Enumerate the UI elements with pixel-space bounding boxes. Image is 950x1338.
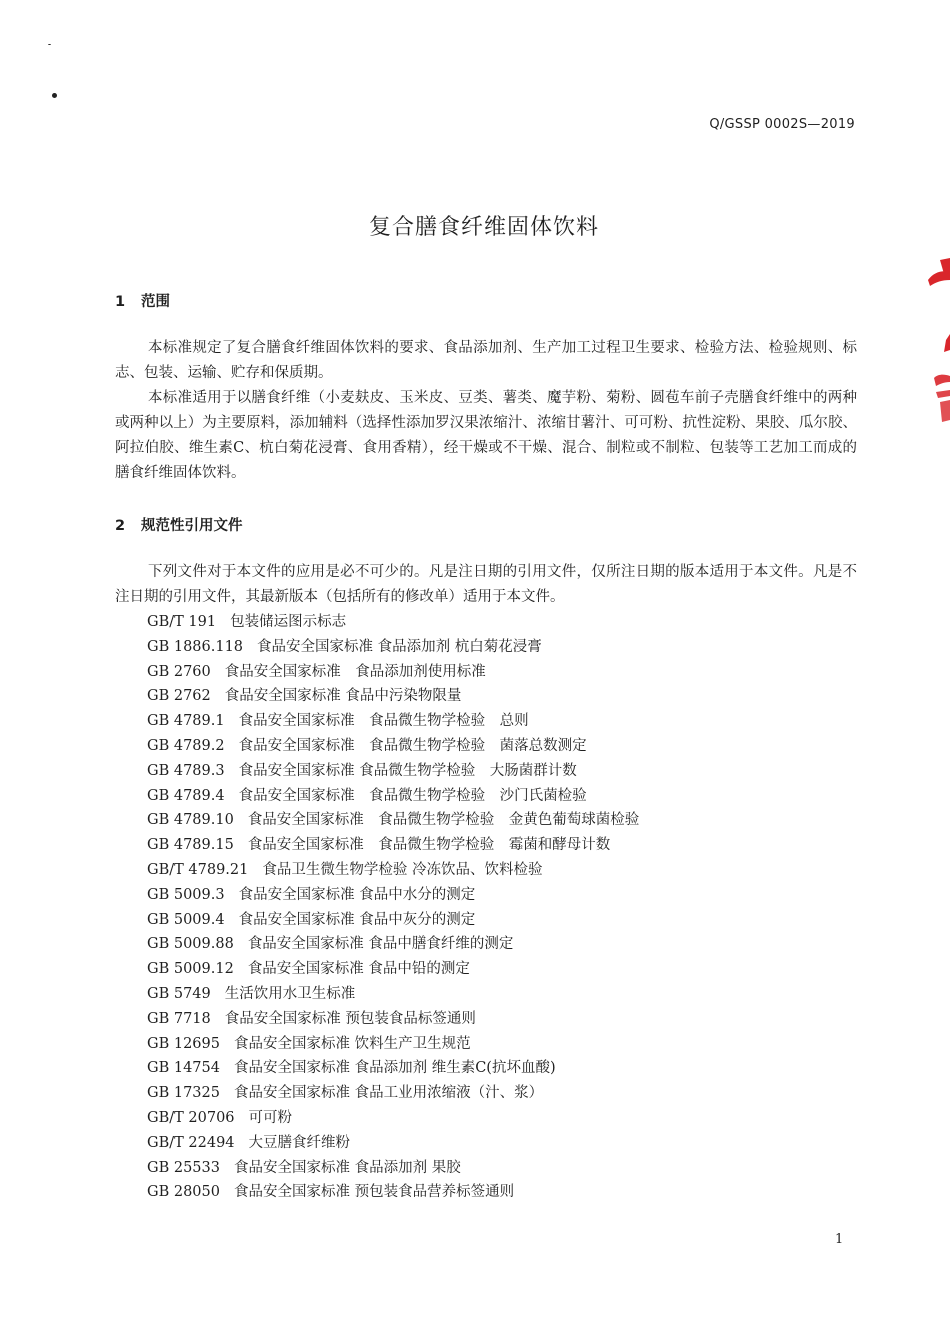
references-intro: 下列文件对于本文件的应用是必不可少的。凡是注日期的引用文件，仅所注日期的版本适用于本文件。凡是不注日期的引用文件，其最新版本（包括所有的修改单）适用于本文件。 xyxy=(115,564,857,605)
reference-item xyxy=(147,883,639,908)
reference-code: GB 4789.4 xyxy=(147,787,225,804)
reference-title: 可可粉 xyxy=(248,1109,293,1126)
reference-code: GB 5749 xyxy=(147,985,211,1002)
reference-code: GB/T 191 xyxy=(147,614,217,630)
reference-code: GB 2762 xyxy=(147,688,211,705)
reference-item xyxy=(147,808,639,833)
reference-item xyxy=(147,1032,639,1057)
reference-code: GB/T 4789.21 xyxy=(147,861,249,878)
section-scope-heading xyxy=(115,290,170,311)
reference-item xyxy=(147,957,639,982)
reference-title: 生活饮用水卫生标准 xyxy=(224,985,356,1002)
reference-code: GB 17325 xyxy=(147,1085,220,1102)
reference-item xyxy=(147,908,639,933)
reference-title: 食品安全国家标准 饮料生产卫生规范 xyxy=(233,1035,471,1052)
reference-item xyxy=(147,610,639,635)
reference-title: 食品安全国家标准 食品中灰分的测定 xyxy=(238,911,476,928)
reference-title: 食品安全国家标准 食品微生物学检验 沙门氏菌检验 xyxy=(238,787,587,804)
reference-item xyxy=(147,709,639,734)
reference-item xyxy=(147,635,639,660)
reference-item xyxy=(147,1056,639,1081)
reference-item xyxy=(147,734,639,759)
reference-code: GB 25533 xyxy=(147,1159,220,1176)
reference-item xyxy=(147,784,639,809)
reference-code: GB 4789.10 xyxy=(147,812,234,829)
reference-title: 食品安全国家标准 食品微生物学检验 霉菌和酵母计数 xyxy=(247,837,611,854)
reference-item xyxy=(147,1156,639,1181)
reference-title: 食品安全国家标准 食品中铅的测定 xyxy=(247,961,470,978)
scan-speck xyxy=(48,44,51,45)
reference-title: 食品安全国家标准 食品中水分的测定 xyxy=(238,886,476,903)
reference-code: GB 4789.2 xyxy=(147,737,225,754)
reference-code: GB 4789.15 xyxy=(147,837,234,854)
reference-title: 食品安全国家标准 预包装食品营养标签通则 xyxy=(233,1184,515,1201)
reference-item xyxy=(147,932,639,957)
reference-code: GB 28050 xyxy=(147,1184,220,1201)
reference-title: 食品安全国家标准 食品微生物学检验 菌落总数测定 xyxy=(238,737,587,754)
document-title: 复合膳食纤维固体饮料 xyxy=(368,215,599,240)
section-number: 2 xyxy=(115,518,126,534)
reference-code: GB 5009.12 xyxy=(147,961,234,978)
reference-item xyxy=(147,982,639,1007)
reference-item xyxy=(147,1131,639,1156)
reference-code: GB 4789.3 xyxy=(147,762,225,779)
reference-title: 食品安全国家标准 食品微生物学检验 金黄色葡萄球菌检验 xyxy=(247,812,640,829)
reference-item xyxy=(147,1081,639,1106)
reference-title: 食品安全国家标准 食品微生物学检验 大肠菌群计数 xyxy=(238,762,577,779)
reference-code: GB 7718 xyxy=(147,1010,211,1027)
scan-speck xyxy=(52,93,57,98)
reference-code: GB 1886.118 xyxy=(147,638,244,655)
reference-title: 包装储运图示标志 xyxy=(230,614,347,630)
reference-code: GB/T 22494 xyxy=(147,1134,235,1151)
reference-list xyxy=(147,610,639,1205)
reference-code: GB 5009.3 xyxy=(147,886,225,903)
section-number: 1 xyxy=(115,294,126,310)
reference-title: 食品安全国家标准 食品添加剂 杭白菊花浸膏 xyxy=(257,638,542,655)
reference-item xyxy=(147,833,639,858)
reference-title: 食品安全国家标准 食品添加剂 维生素C(抗坏血酸) xyxy=(233,1060,556,1077)
reference-item xyxy=(147,1106,639,1131)
standard-code: Q/GSSP 0002S—2019 xyxy=(709,117,855,132)
reference-item xyxy=(147,684,639,709)
reference-title: 食品安全国家标准 食品微生物学检验 总则 xyxy=(238,713,529,730)
page-number: 1 xyxy=(835,1232,844,1247)
reference-title: 食品安全国家标准 食品中膳食纤维的测定 xyxy=(247,936,514,953)
reference-title: 食品安全国家标准 食品添加剂 果胶 xyxy=(233,1159,461,1176)
reference-code: GB 4789.1 xyxy=(147,713,225,730)
reference-title: 大豆膳食纤维粉 xyxy=(248,1134,351,1151)
reference-title: 食品安全国家标准 食品添加剂使用标准 xyxy=(224,663,486,680)
reference-code: GB 2760 xyxy=(147,663,211,680)
reference-code: GB 5009.4 xyxy=(147,911,225,928)
reference-title: 食品安全国家标准 食品工业用浓缩液（汁、浆） xyxy=(233,1085,544,1102)
reference-code: GB/T 20706 xyxy=(147,1109,235,1126)
scope-paragraph: 本标准适用于以膳食纤维（小麦麸皮、玉米皮、豆类、薯类、魔芋粉、菊粉、圆苞车前子壳膳食纤维中的两种或两种以上）为主要原料，添加辅料（选择性添加罗汉果浓缩汁、浓缩甘薯汁、可可粉、抗性淀粉、果胶、瓜尔胶、阿拉伯胶、维生素C、杭白菊花浸膏、食用香精），经干燥或不干燥、混合、制粒或不制粒、包装等工艺加工而成的膳食纤维固体饮料。 xyxy=(115,390,857,481)
reference-title: 食品卫生微生物学检验 冷冻饮品、饮料检验 xyxy=(262,861,543,878)
reference-title: 食品安全国家标准 预包装食品标签通则 xyxy=(224,1010,476,1027)
scope-paragraph: 本标准规定了复合膳食纤维固体饮料的要求、食品添加剂、生产加工过程卫生要求、检验方法、检验规则、标志、包装、运输、贮存和保质期。 xyxy=(115,340,857,381)
reference-code: GB 14754 xyxy=(147,1060,220,1077)
reference-code: GB 12695 xyxy=(147,1035,220,1052)
reference-code: GB 5009.88 xyxy=(147,936,234,953)
reference-item xyxy=(147,759,639,784)
section-references-heading xyxy=(115,514,243,535)
section-title: 范围 xyxy=(141,294,170,310)
reference-title: 食品安全国家标准 食品中污染物限量 xyxy=(224,688,462,705)
reference-item xyxy=(147,1180,639,1205)
reference-item xyxy=(147,660,639,685)
red-stamp-fragment xyxy=(920,250,950,450)
reference-item xyxy=(147,858,639,883)
reference-item xyxy=(147,1007,639,1032)
section-title: 规范性引用文件 xyxy=(141,518,243,534)
